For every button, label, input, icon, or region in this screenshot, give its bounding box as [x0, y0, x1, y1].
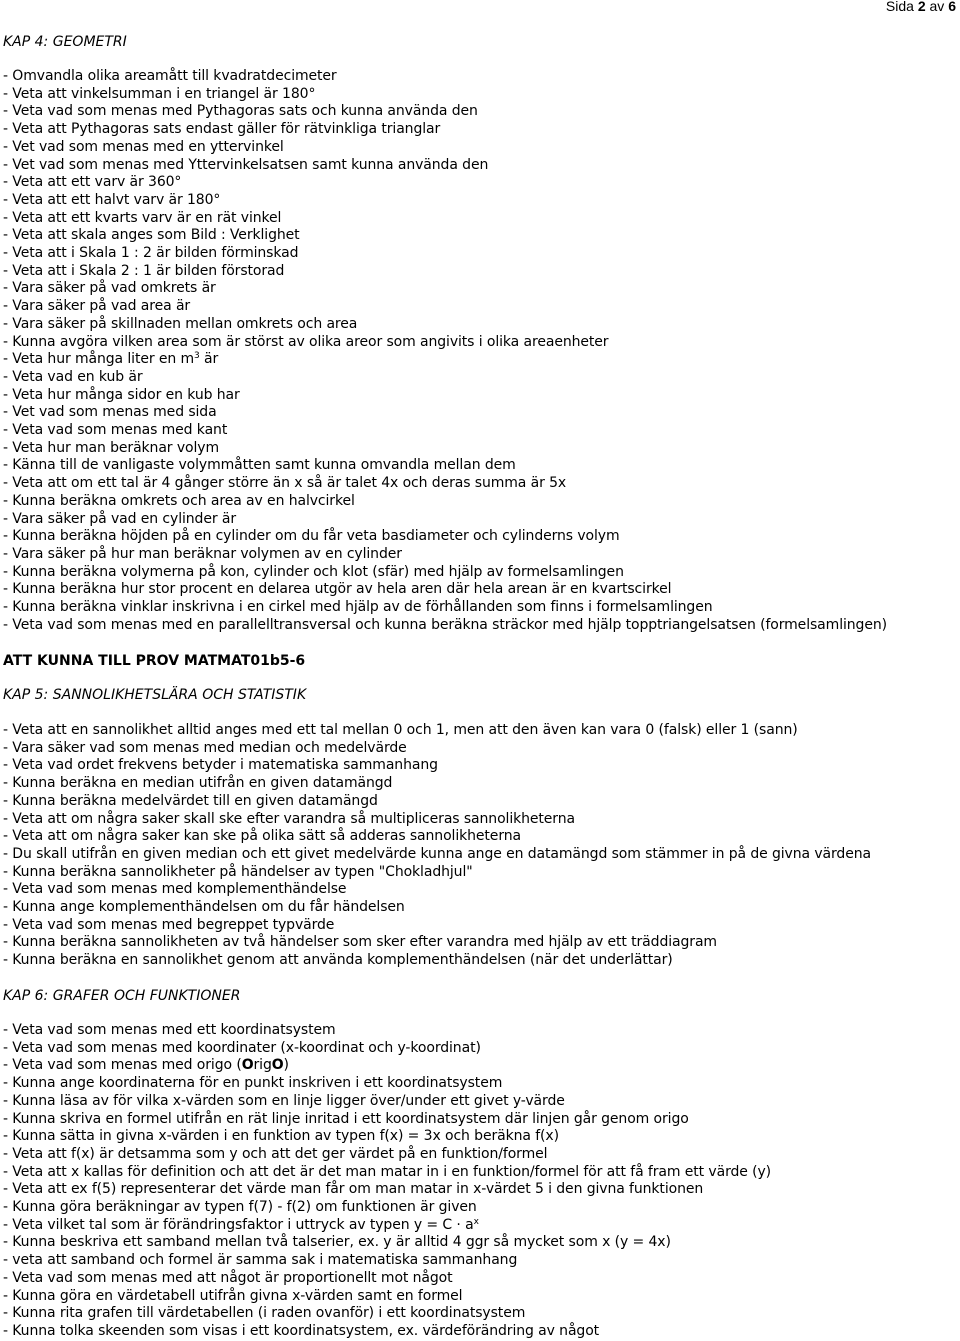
origo-text: - Veta vad som menas med origo (: [3, 1057, 242, 1074]
kap4-list-item: - Veta att skala anges som Bild : Verklighet: [3, 227, 300, 244]
liter-text: - Veta hur många liter en m: [3, 351, 195, 368]
kap4-list-container: [3, 68, 887, 635]
kap5-list-item: - Kunna beräkna en sannolikhet genom att använda komplementhändelsen (när det underlättar): [3, 952, 673, 969]
kap6-list-item: - Kunna göra beräkningar av typen f(7) - f(2) om funktionen är given: [3, 1199, 477, 1216]
kap6-list-item: - Veta att x kallas för definition och att det är det man matar in i en funktion/formel för att få fram ett värde (y): [3, 1163, 772, 1180]
kap5-section: [3, 686, 306, 704]
kap5-list-item: - Kunna ange komplementhändelsen om du får händelsen: [3, 899, 405, 916]
kap5-list-item: - Veta att en sannolikhet alltid anges med ett tal mellan 0 och 1, men att den även kan vara 0 (falsk) eller 1 (sann): [3, 722, 798, 738]
kap4-list-item: - Veta hur många sidor en kub har: [3, 386, 240, 403]
kap4-list-item: - Kunna beräkna höjden på en cylinder om du får veta basdiameter och cylinderns volym: [3, 528, 620, 545]
kap6-list-item: - Veta att f(x) är detsamma som y och att det ger värdet på en funktion/formel: [3, 1145, 548, 1162]
kap6-heading: KAP 6: GRAFER OCH FUNKTIONER: [3, 988, 241, 1004]
kap6-list-item: - Veta vad som menas med ett koordinatsystem: [3, 1022, 336, 1038]
kap6-list-item: - Veta att ex f(5) representerar det värde man får om man matar in x-värdet 5 i den givna funktionen: [3, 1181, 704, 1198]
kap4-list-item: - Veta vad som menas med Pythagoras sats och kunna använda den: [3, 103, 478, 120]
kap4-item-liter: [3, 351, 887, 369]
kap5-list-item: - Kunna beräkna medelvärdet till en given datamängd: [3, 792, 378, 809]
kap4-list-item: - Veta att i Skala 1 : 2 är bilden förminskad: [3, 245, 299, 262]
kap6-section: [3, 987, 240, 1005]
kap5-list-item: - Kunna beräkna en median utifrån en given datamängd: [3, 775, 393, 792]
factor-text: - Veta vilket tal som är förändringsfaktor i uttryck av typen y = C · a: [3, 1216, 474, 1233]
kap4-list-item: - Kunna beräkna omkrets och area av en halvcirkel: [3, 492, 355, 509]
kap6-list-item: - Kunna sätta in givna x-värden i en funktion av typen f(x) = 3x och beräkna f(x): [3, 1128, 559, 1145]
page-label: Sida: [885, 0, 918, 14]
page-number: [886, 0, 956, 15]
kap6-list-item: - Kunna beskriva ett samband mellan två talserier, ex. y är alltid 4 ggr så mycket som x (y = 4x): [3, 1234, 671, 1251]
kap5-list-item: - Veta att om några saker kan ske på olika sätt så adderas sannolikheterna: [3, 828, 521, 845]
kap5-list-item: - Veta vad som menas med begreppet typvärde: [3, 916, 335, 933]
origo-close: ): [283, 1057, 289, 1074]
kap6-list-item: - Kunna ange koordinaterna för en punkt inskriven i ett koordinatsystem: [3, 1075, 503, 1092]
page-total: 6: [948, 0, 956, 14]
kap4-list: [3, 68, 887, 635]
kap4-list-item: - Vet vad som menas med sida: [3, 404, 217, 421]
kap4-list-item: - Veta att om ett tal är 4 gånger större än x så är talet 4x och deras summa är 5x: [3, 475, 567, 492]
origo-bold-last: O: [271, 1057, 284, 1074]
kap5-list-item: - Du skall utifrån en given median och ett givet medelvärde kunna ange en datamängd som stämmer in på de givna värdena: [3, 845, 871, 862]
kap4-list-item: - Veta att i Skala 2 : 1 är bilden förstorad: [3, 262, 285, 279]
kap6-list: [3, 1022, 771, 1341]
kap5-list-item: - Veta vad ordet frekvens betyder i matematiska sammanhang: [3, 757, 438, 774]
kap5-list-item: - Veta vad som menas med komplementhändelse: [3, 881, 347, 898]
page-of: av: [925, 0, 949, 14]
kap4-list-item: - Känna till de vanligaste volymmåtten samt kunna omvandla mellan dem: [3, 457, 516, 474]
kap4-list-item: - Veta vad som menas med en parallelltransversal och kunna beräkna sträckor med hjälp topptriangelsatsen (formelsamlingen): [3, 616, 887, 633]
page-current: 2: [917, 0, 926, 14]
cube-superscript: 3: [194, 351, 200, 362]
kap4-list-item: - Vara säker på skillnaden mellan omkrets och area: [3, 315, 358, 332]
kap6-list-item: - Kunna skriva en formel utifrån en rät linje inritad i ett koordinatsystem där linjen går genom origo: [3, 1110, 689, 1127]
kap4-list-item: - Kunna beräkna vinklar inskrivna i en cirkel med hjälp av de förhållanden som finns i formelsamlingen: [3, 599, 713, 616]
kap4-list-item: - Vara säker på hur man beräknar volymen av en cylinder: [3, 545, 402, 562]
exponent-superscript: x: [473, 1216, 479, 1227]
prov-section: [3, 652, 305, 670]
kap6-list-item: - Veta vad som menas med koordinater (x-koordinat och y-koordinat): [3, 1039, 481, 1056]
origo-bold-first: O: [241, 1057, 254, 1074]
kap4-list-item: - Veta vad en kub är: [3, 368, 143, 385]
origo-mid: rig: [253, 1057, 272, 1074]
kap6-list-item: - Kunna läsa av för vilka x-värden som en linje ligger över/under ett givet y-värde: [3, 1092, 565, 1109]
kap5-list: [3, 722, 871, 970]
kap6-item-origo: [3, 1057, 771, 1075]
kap6-list-item: - Kunna tolka skeenden som visas i ett koordinatsystem, ex. värdeförändring av något: [3, 1322, 600, 1339]
kap4-list-item: - Veta vad som menas med kant: [3, 422, 228, 439]
kap5-heading: KAP 5: SANNOLIKHETSLÄRA OCH STATISTIK: [3, 687, 307, 703]
kap4-list-item: - Veta hur man beräknar volym: [3, 439, 219, 456]
kap4-list-item: - Veta att Pythagoras sats endast gäller för rätvinkliga trianglar: [3, 121, 441, 138]
kap4-list-item: - Omvandla olika areamått till kvadratdecimeter: [3, 68, 337, 84]
kap4-list-item: - Vara säker på vad omkrets är: [3, 280, 216, 297]
kap4-list-item: - Kunna beräkna hur stor procent en delarea utgör av hela aren där hela arean är en kvartscirkel: [3, 581, 672, 598]
kap4-section: [3, 33, 127, 51]
prov-heading: ATT KUNNA TILL PROV MATMAT01b5-6: [3, 653, 306, 669]
kap6-list-container: [3, 1022, 771, 1341]
kap4-list-item: - Kunna avgöra vilken area som är störst av olika areor som angivits i olika areaenheter: [3, 333, 609, 350]
kap6-list-item: - Kunna rita grafen till värdetabellen (i raden ovanför) i ett koordinatsystem: [3, 1305, 526, 1322]
kap4-list-item: - Vet vad som menas med en yttervinkel: [3, 138, 284, 155]
kap4-heading: KAP 4: GEOMETRI: [3, 34, 127, 50]
kap5-list-item: - Veta att om några saker skall ske efter varandra så multipliceras sannolikheterna: [3, 810, 575, 827]
kap5-list-container: [3, 722, 871, 970]
kap4-list-item: - Vet vad som menas med Yttervinkelsatsen samt kunna använda den: [3, 156, 489, 173]
kap6-list-item: - Kunna göra en värdetabell utifrån givna x-värden samt en formel: [3, 1287, 463, 1304]
liter-text-end: är: [199, 351, 219, 368]
kap4-list-item: - Kunna beräkna volymerna på kon, cylinder och klot (sfär) med hjälp av formelsamlingen: [3, 563, 624, 580]
kap4-list-item: - Veta att vinkelsumman i en triangel är 180°: [3, 85, 316, 102]
kap5-list-item: - Kunna beräkna sannolikheter på händelser av typen "Chokladhjul": [3, 863, 473, 880]
kap5-list-item: - Vara säker vad som menas med median och medelvärde: [3, 739, 407, 756]
kap4-list-item: - Veta att ett kvarts varv är en rät vinkel: [3, 209, 282, 226]
kap6-item-factor: [3, 1217, 771, 1235]
kap4-list-item: - Veta att ett halvt varv är 180°: [3, 191, 221, 208]
kap5-list-item: - Kunna beräkna sannolikheten av två händelser som sker efter varandra med hjälp av ett träddiagram: [3, 934, 717, 951]
kap4-list-item: - Veta att ett varv är 360°: [3, 174, 182, 191]
kap6-list-item: - veta att samband och formel är samma sak i matematiska sammanhang: [3, 1252, 518, 1269]
kap4-list-item: - Vara säker på vad en cylinder är: [3, 510, 236, 527]
kap6-list-item: - Veta vad som menas med att något är proportionellt mot något: [3, 1269, 453, 1286]
kap4-list-item: - Vara säker på vad area är: [3, 298, 191, 315]
